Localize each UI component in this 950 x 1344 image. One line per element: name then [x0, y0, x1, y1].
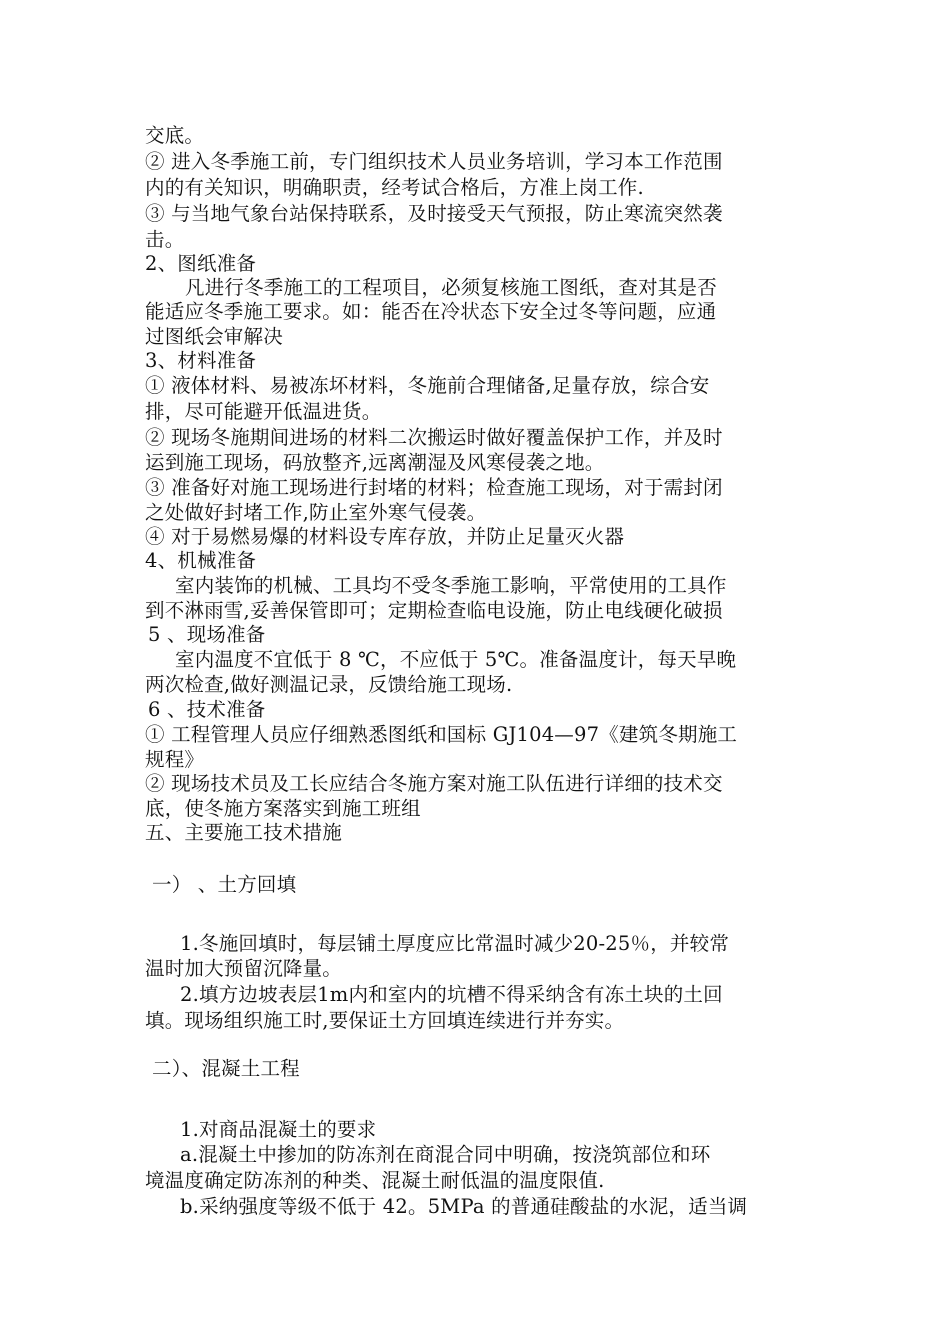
subsection-heading: 一） 、土方回填 [152, 873, 297, 896]
text-line: 运到施工现场，码放整齐,远离潮湿及风寒侵袭之地。 [145, 451, 605, 474]
text-line: 填。现场组织施工时,要保证土方回填连续进行并夯实。 [145, 1009, 625, 1032]
text-line: 底，使冬施方案落实到施工班组 [145, 797, 421, 820]
text-line: 击。 [145, 228, 185, 251]
text-line: 室内装饰的机械、工具均不受冬季施工影响，平常使用的工具作 [175, 574, 727, 597]
text-line: 凡进行冬季施工的工程项目，必须复核施工图纸，查对其是否 [185, 276, 717, 299]
section-heading: 6 、技术准备 [148, 698, 266, 721]
section-heading: 2、图纸准备 [145, 252, 257, 275]
text-line: 温时加大预留沉降量。 [145, 957, 343, 980]
text-line: ② 现场技术员及工长应结合冬施方案对施工队伍进行详细的技术交 [145, 772, 723, 795]
text-line: ③ 准备好对施工现场进行封堵的材料；检查施工现场，对于需封闭 [145, 476, 723, 499]
section-heading: 五、主要施工技术措施 [145, 821, 343, 844]
text-line: 室内温度不宜低于 8 ℃，不应低于 5℃。准备温度计，每天早晚 [175, 648, 737, 671]
subsection-heading: 二）、混凝土工程 [152, 1057, 300, 1080]
text-line: 规程》 [145, 748, 205, 771]
text-line: ② 现场冬施期间进场的材料二次搬运时做好覆盖保护工作，并及时 [145, 426, 723, 449]
text-line: 内的有关知识，明确职责，经考试合格后，方准上岗工作. [145, 176, 644, 199]
section-heading: 3、材料准备 [145, 349, 257, 372]
section-heading: 4、机械准备 [145, 549, 257, 572]
text-line: 之处做好封堵工作,防止室外寒气侵袭。 [145, 501, 487, 524]
text-line: 过图纸会审解决 [145, 325, 283, 348]
text-line: ④ 对于易燃易爆的材料设专库存放，并防止足量灭火器 [145, 525, 625, 548]
text-line: a.混凝土中掺加的防冻剂在商混合同中明确，按浇筑部位和环 [180, 1143, 711, 1166]
section-heading: 5 、现场准备 [148, 623, 266, 646]
text-line: ① 液体材料、易被冻坏材料，冬施前合理储备,足量存放，综合安 [145, 374, 710, 397]
text-line: 能适应冬季施工要求。如：能否在冷状态下安全过冬等问题，应通 [145, 300, 717, 323]
text-line: b.采纳强度等级不低于 42。5MPa 的普通硅酸盐的水泥，适当调 [180, 1195, 748, 1218]
text-line: 排，尽可能避开低温进货。 [145, 400, 382, 423]
text-line: ③ 与当地气象台站保持联系，及时接受天气预报，防止寒流突然袭 [145, 202, 723, 225]
text-line: 到不淋雨雪,妥善保管即可；定期检查临电设施，防止电线硬化破损 [145, 599, 723, 622]
text-line: 境温度确定防冻剂的种类、混凝土耐低温的温度限值. [145, 1169, 605, 1192]
text-line: 两次检查,做好测温记录，反馈给施工现场. [145, 673, 513, 696]
text-line: ② 进入冬季施工前，专门组织技术人员业务培训，学习本工作范围 [145, 150, 723, 173]
text-line: ① 工程管理人员应仔细熟悉图纸和国标 GJ104—97《建筑冬期施工 [145, 723, 738, 746]
text-line: 交底。 [145, 124, 205, 147]
text-line: 1.对商品混凝土的要求 [180, 1118, 377, 1141]
text-line: 2.填方边坡表层1m内和室内的坑槽不得采纳含有冻土块的土回 [180, 983, 723, 1006]
text-line: 1.冬施回填时，每层铺土厚度应比常温时减少20-25％，并较常 [180, 932, 730, 955]
